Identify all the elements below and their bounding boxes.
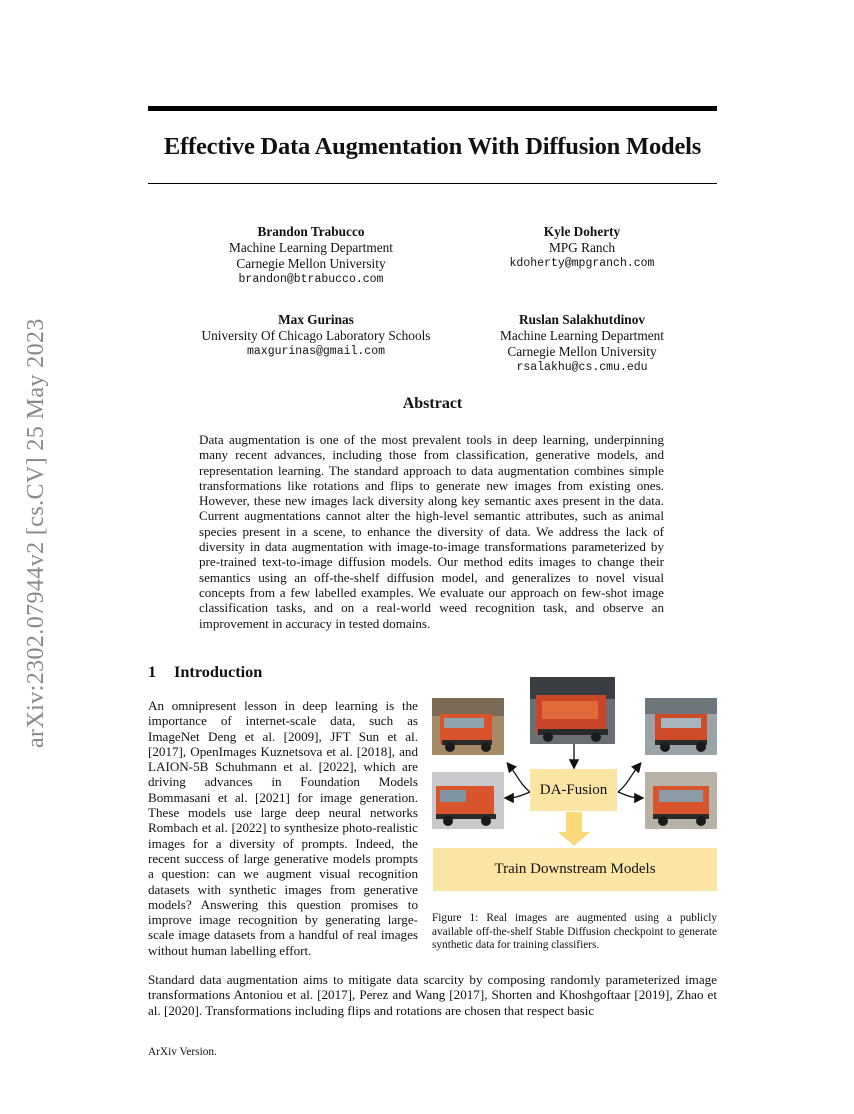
author-block-1 bbox=[181, 224, 441, 288]
author-block-4 bbox=[452, 312, 712, 376]
author-name: Max Gurinas bbox=[278, 312, 354, 327]
paper-title: Effective Data Augmentation With Diffusion Models bbox=[163, 133, 702, 160]
arxiv-side-stamp: arXiv:2302.07944v2 [cs.CV] 25 May 2023 bbox=[23, 318, 49, 748]
author-block-3 bbox=[171, 312, 461, 360]
author-email: maxgurinas@gmail.com bbox=[246, 345, 386, 358]
author-email: brandon@btrabucco.com bbox=[238, 273, 384, 286]
author-email: kdoherty@mpgranch.com bbox=[509, 257, 655, 270]
section-number: 1 bbox=[148, 662, 157, 681]
abstract-heading: Abstract bbox=[402, 395, 463, 412]
title-bottom-rule bbox=[148, 183, 717, 184]
train-models-box: Train Downstream Models bbox=[433, 848, 717, 891]
author-affiliation: Carnegie Mellon University bbox=[236, 256, 386, 271]
truck-image-source bbox=[530, 677, 615, 744]
abstract-text: Data augmentation is one of the most prevalent tools in deep learning, underpinning many recent advances, including those from classification, generative models, and representation learning. The standard approach to data augmentation combines simple transformations like rotations and flips to generate new images from existing ones. However, these new images lack diversity along key semantic axes present in the data. Current augmentations cannot alter the high-level semantic attributes, such as animal species present in a scene, to enhance the diversity of data. We address the lack of diversity in data augmentation with image-to-image transformations parameterized by pre-trained text-to-image diffusion models. Our method edits images to change their semantics using an off-the-shelf diffusion model, and generalizes to novel visual concepts from a few labelled examples. We evaluate our approach on few-shot image classification tasks, and on a real-world weed recognition task, and observe an improvement in accuracy in tested domains. bbox=[199, 432, 664, 631]
arrow-left bbox=[506, 792, 530, 798]
author-block-2 bbox=[452, 224, 712, 272]
author-email: rsalakhu@cs.cmu.edu bbox=[516, 361, 648, 374]
section-title: Introduction bbox=[174, 662, 263, 681]
author-name: Brandon Trabucco bbox=[257, 224, 365, 239]
intro-paragraph-1: An omnipresent lesson in deep learning is the importance of internet-scale data, such as ImageNet Deng et al. [2009], JFT Sun et al. [2017], OpenImages Kuznetsova et al. [2018], and LAION-5B Schuhmann et al. [2022], which are driving advances in Foundation Models Bommasani et al. [2021] for image generation. These models use large deep neural networks Rombach et al. [2022] to synthesize photo-realistic images for a diversity of prompts. Indeed, the recent success of large generative models prompts a question: can we augment visual recognition datasets with synthetic images from generative models? Answering this question promises to improve image recognition by generating large-scale image datasets from a handful of real images without human labelling effort. bbox=[148, 698, 418, 958]
da-fusion-box: DA-Fusion bbox=[530, 769, 617, 811]
author-affiliation: MPG Ranch bbox=[548, 240, 616, 255]
section-heading bbox=[148, 662, 262, 682]
author-affiliation: University Of Chicago Laboratory Schools bbox=[201, 328, 431, 343]
author-name: Ruslan Salakhutdinov bbox=[518, 312, 645, 327]
arrow-right bbox=[618, 792, 642, 798]
author-affiliation: Carnegie Mellon University bbox=[507, 344, 657, 359]
page-footer: ArXiv Version. bbox=[148, 1046, 217, 1058]
author-affiliation: Machine Learning Department bbox=[500, 328, 664, 343]
arrow-upper-right bbox=[618, 764, 640, 792]
title-top-rule bbox=[148, 106, 717, 111]
intro-paragraph-2: Standard data augmentation aims to mitigate data scarcity by composing randomly parameterized image transformations Antoniou et al. [2017], Perez and Wang [2017], Shorten and Khoshgoftaar [2019], Zhao et al. [2020]. Transformations including flips and rotations are chosen that respect basic bbox=[148, 972, 717, 1018]
author-affiliation: Machine Learning Department bbox=[229, 240, 393, 255]
thick-arrow-down bbox=[558, 812, 590, 846]
author-name: Kyle Doherty bbox=[543, 224, 621, 239]
figure-caption: Figure 1: Real images are augmented using a publicly available off-the-shelf Stable Diffusion checkpoint to generate synthetic data for training classifiers. bbox=[432, 912, 717, 951]
arrow-upper-left bbox=[508, 764, 530, 792]
